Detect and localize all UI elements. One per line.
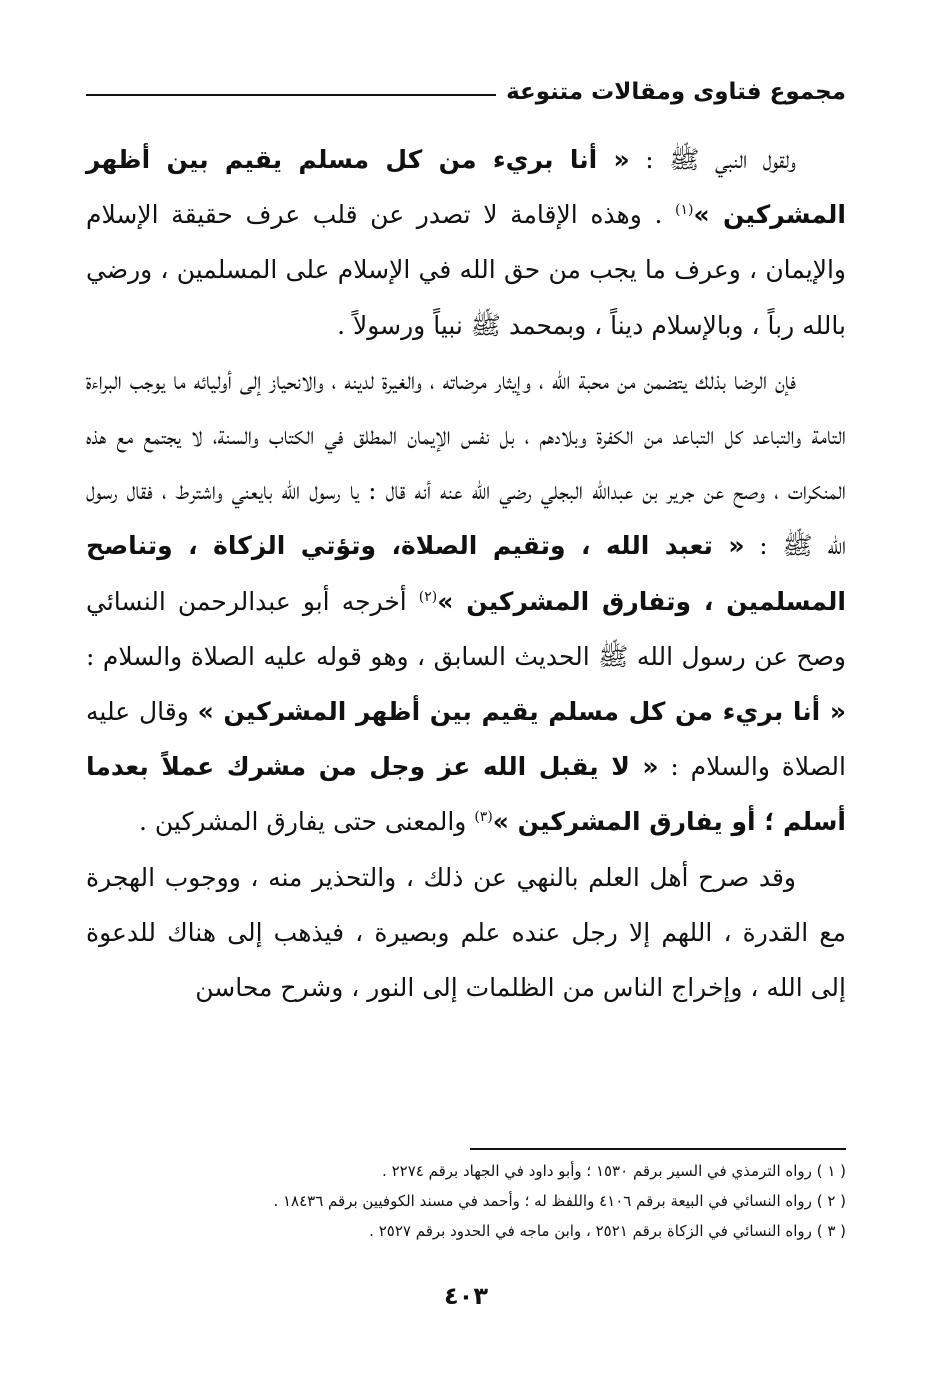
p3-text-1: وقد صرح أهل العلم بالنهي عن ذلك ، والتحذير منه ، ووجوب الهجرة مع القدرة ، اللهم إلا رجل عنده علم وبصيرة ، فيذهب إلى هناك للدعوة إلى الله ، وإخراج الناس من الظلمات إلى النور ، وشرح محاسن [86,862,846,1003]
footnote-ref-2[interactable]: (٢) [418,588,438,605]
p2-text-2: أخرجه أبو عبدالرحمن النسائي وصح عن رسول الله ﷺ الحديث السابق ، وهو قوله عليه الصلاة والسلام : [86,586,846,671]
footnote-ref-3[interactable]: (٣) [474,809,493,826]
footnote-separator [470,1148,846,1150]
hadith-quote-2: « تعبد الله ، وتقيم الصلاة، وتؤتي الزكاة ، وتناصح المسلمين ، وتفارق المشركين » [86,531,846,616]
footnote-2: ( ٢ ) رواه النسائي في البيعة برقم ٤١٠٦ واللفظ له ؛ وأحمد في مسند الكوفيين برقم ١٨٤٣٦ . [273,1192,846,1210]
page-number: ٤٠٣ [444,1282,488,1310]
p1-text-1: ولقول النبي ﷺ : [629,145,796,174]
running-header [86,72,846,112]
p2-text-3: وقال عليه الصلاة والسلام : [86,697,846,782]
p2-text-1: فإن الرضا بذلك يتضمن من محبة الله ، وإيثار مرضاته ، والغيرة لدينه ، والانحياز إلى أوليائه ما يوجب البراءة التامة والتباعد كل التباعد من الكفرة وبلادهم ، بل نفس الإيمان المطلق في الكتاب والسنة، لا يجتمع مع هذه المنكرات ، وصح عن جرير بن عبدالله البجلي رضي الله عنه أنه قال : يا رسول الله بايعني واشترط ، فقال رسول الله ﷺ : [86,365,846,561]
footnote-1: ( ١ ) رواه الترمذي في السير برقم ١٥٣٠ ؛ وأبو داود في الجهاد برقم ٢٢٧٤ . [382,1162,846,1180]
hadith-quote-4: « لا يقبل الله عز وجل من مشرك عملاً بعدما أسلم ؛ أو يفارق المشركين » [86,752,846,837]
hadith-quote-3: « أنا بريء من كل مسلم يقيم بين أظهر المشركين » [197,697,846,727]
main-text [86,132,846,1015]
p1-text-2: . وهذه الإقامة لا تصدر عن قلب عرف حقيقة الإسلام والإيمان ، وعرف ما يجب من حق الله في الإسلام على المسلمين ، ورضي بالله رباً ، وبالإسلام ديناً ، وبمحمد ﷺ نبياً ورسولاً . [86,200,846,340]
footnote-ref-1[interactable]: (١) [675,202,694,219]
p2-text-4: والمعنى حتى يفارق المشركين . [139,807,475,837]
paragraph-2 [86,353,846,850]
paragraph-3 [86,850,846,1016]
hadith-quote-1: « أنا بريء من كل مسلم يقيم بين أظهر المشركين » [86,145,846,230]
header-title: مجموع فتاوى ومقالات متنوعة [506,79,846,105]
footnotes [86,1156,846,1246]
footnote-3: ( ٣ ) رواه النسائي في الزكاة برقم ٢٥٢١ ، وابن ماجه في الحدود برقم ٢٥٢٧ . [369,1222,846,1240]
header-rule [86,94,496,96]
paragraph-1 [86,132,846,353]
